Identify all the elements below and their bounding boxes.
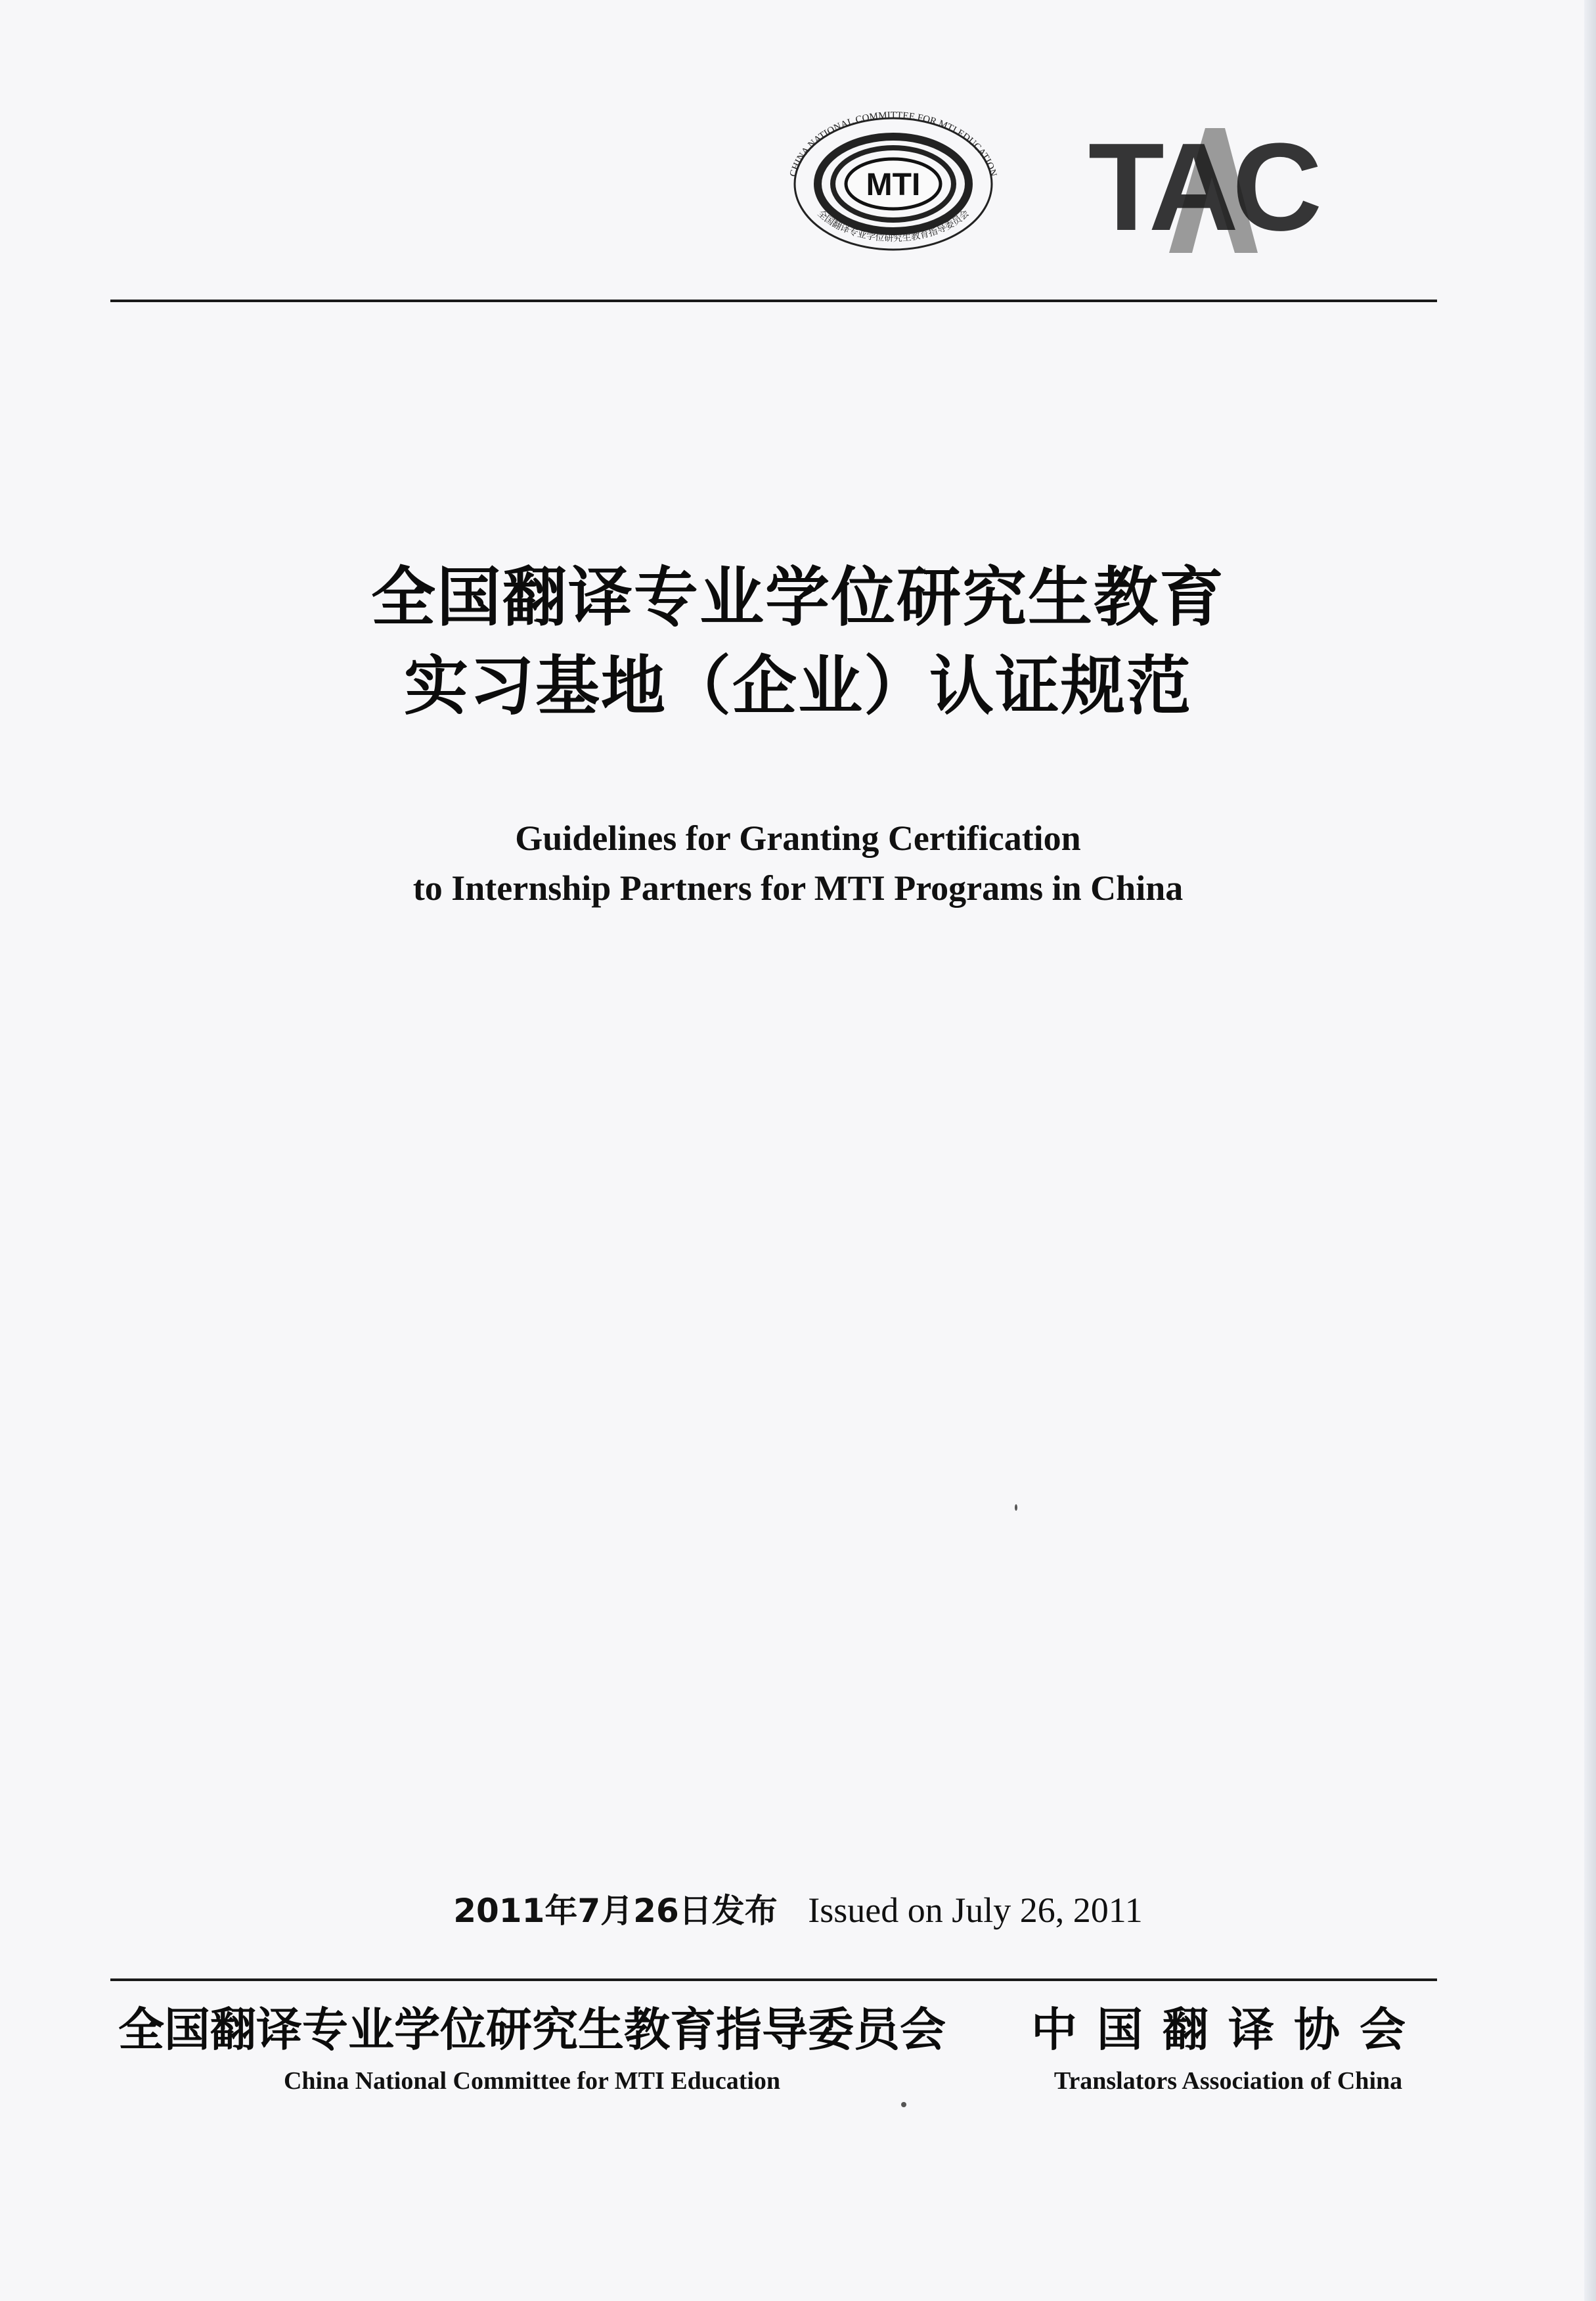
mti-emblem-icon [768,102,1018,259]
title-en-line2: to Internship Partners for MTI Programs in China [412,868,1184,908]
mti-emblem-center-text: MTI [866,168,921,202]
issuer-tac-en: Translators Association of China [1053,2067,1403,2095]
logo-group [768,102,1333,273]
page-edge [1584,0,1596,2301]
issuer-mti-committee-cn: 全国翻译专业学位研究生教育指导委员会 [118,2002,946,2057]
title-en-line1: Guidelines for Granting Certification [515,818,1081,858]
issuer-tac [1011,1997,1445,2099]
issue-date-en: Issued on July 26, 2011 [808,1890,1143,1930]
bottom-divider [110,1978,1437,1981]
issue-date [0,1884,1596,1937]
mti-ring-text-cn: 全国翻译专业学位研究生教育指导委员会 [815,208,971,244]
issue-date-cn: 2011年7月26日发布 [453,1892,778,1930]
title-cn-line1: 全国翻译专业学位研究生教育 [370,560,1225,635]
tac-logo-text: TAC [1088,118,1316,257]
issuer-mti-committee [105,1997,959,2099]
paper-speck [901,2102,906,2107]
mti-ring-text-en: CHINA NATIONAL COMMITTEE FOR MTI EDUCATION [787,110,999,178]
tac-logo-icon [1071,115,1333,259]
title-cn-line2: 实习基地（企业）认证规范 [403,649,1192,724]
issuer-tac-cn: 中国翻译协会 [1031,2002,1425,2057]
top-divider [110,300,1437,302]
issuer-mti-committee-en: China National Committee for MTI Education [283,2067,781,2095]
paper-speck [1015,1504,1017,1511]
